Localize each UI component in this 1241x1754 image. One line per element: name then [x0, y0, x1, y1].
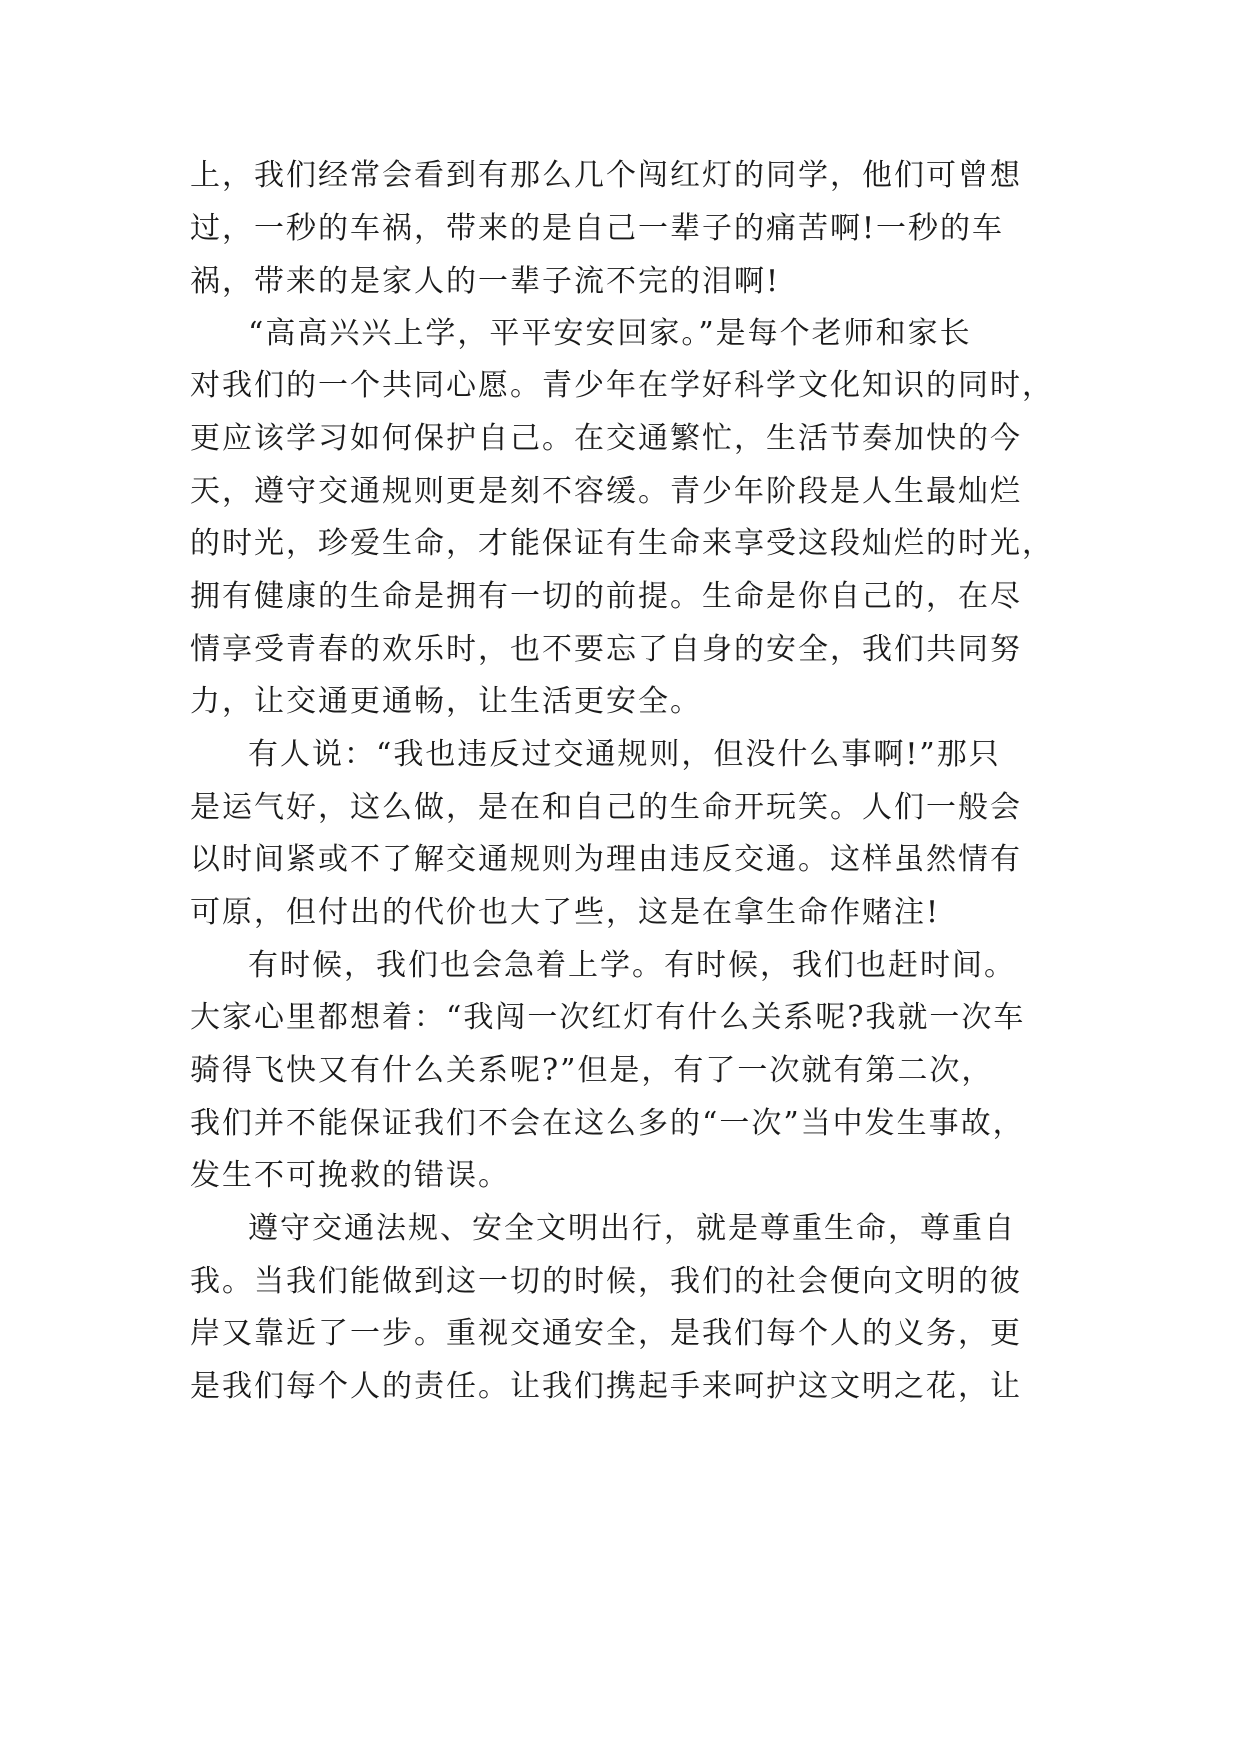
text-line: 更应该学习如何保护自己。在交通繁忙，生活节奏加快的今: [190, 421, 1022, 456]
text-line: 有人说：“我也违反过交通规则，但没什么事啊!”那只: [248, 737, 1001, 772]
text-line: 情享受青春的欢乐时，也不要忘了自身的安全，我们共同努: [190, 632, 1022, 667]
text-line: 力，让交通更通畅，让生活更安全。: [190, 684, 702, 719]
text-line: 对我们的一个共同心愿。青少年在学好科学文化知识的同时，: [190, 368, 1054, 403]
text-line: 是运气好，这么做，是在和自己的生命开玩笑。人们一般会: [190, 790, 1022, 825]
text-line: “高高兴兴上学，平平安安回家。”是每个老师和家长: [248, 316, 972, 351]
text-line: 上，我们经常会看到有那么几个闯红灯的同学，他们可曾想: [190, 158, 1022, 193]
text-line: 骑得飞快又有什么关系呢?”但是，有了一次就有第二次，: [190, 1053, 994, 1088]
text-line: 以时间紧或不了解交通规则为理由违反交通。这样虽然情有: [190, 842, 1022, 877]
text-line: 有时候，我们也会急着上学。有时候，我们也赶时间。: [248, 948, 1016, 983]
text-line: 祸，带来的是家人的一辈子流不完的泪啊!: [190, 264, 781, 299]
text-line: 天，遵守交通规则更是刻不容缓。青少年阶段是人生最灿烂: [190, 474, 1022, 509]
text-line: 遵守交通法规、安全文明出行，就是尊重生命，尊重自: [248, 1211, 1016, 1246]
text-line: 岸又靠近了一步。重视交通安全，是我们每个人的义务，更: [190, 1316, 1022, 1351]
text-line: 的时光，珍爱生命，才能保证有生命来享受这段灿烂的时光，: [190, 526, 1054, 561]
text-line: 我们并不能保证我们不会在这么多的“一次”当中发生事故，: [190, 1106, 1025, 1141]
text-line: 是我们每个人的责任。让我们携起手来呵护这文明之花，让: [190, 1369, 1022, 1404]
text-line: 可原，但付出的代价也大了些，这是在拿生命作赌注!: [190, 895, 941, 930]
text-line: 拥有健康的生命是拥有一切的前提。生命是你自己的，在尽: [190, 579, 1022, 614]
text-line: 大家心里都想着：“我闯一次红灯有什么关系呢?我就一次车: [190, 1000, 1026, 1035]
text-line: 过，一秒的车祸，带来的是自己一辈子的痛苦啊!一秒的车: [190, 211, 1005, 246]
text-line: 我。当我们能做到这一切的时候，我们的社会便向文明的彼: [190, 1264, 1022, 1299]
text-line: 发生不可挽救的错误。: [190, 1158, 510, 1193]
